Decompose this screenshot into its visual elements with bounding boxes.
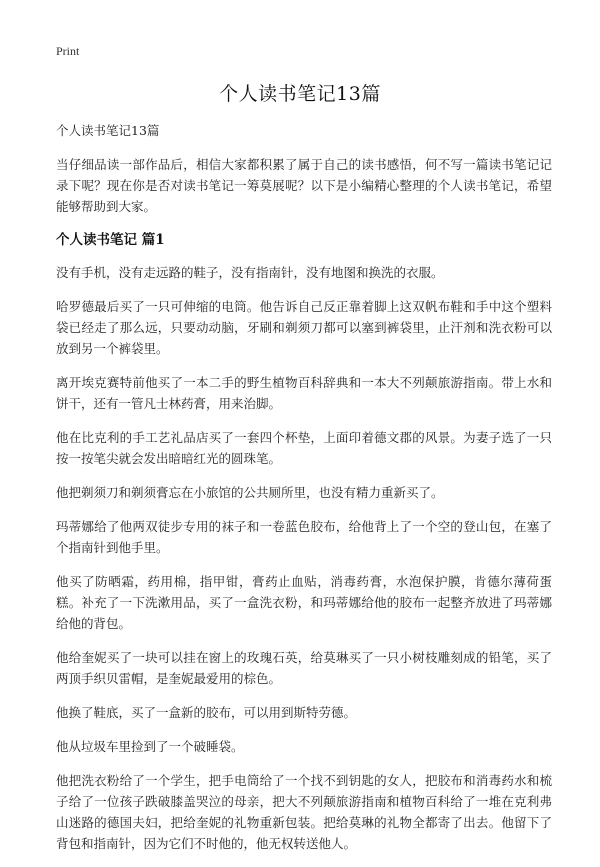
paragraph: 他从垃圾车里捡到了一个破睡袋。 [56, 739, 244, 754]
article-body [56, 120, 552, 867]
paragraph: 离开埃克赛特前他买了一本二手的野生植物百科辞典和一本大不列颠旅游指南。带上水和饼干，还有一管凡士林药膏，用来治脚。 [56, 375, 552, 411]
intro-paragraph: 当仔细品读一部作品后，相信大家都积累了属于自己的读书感悟，何不写一篇读书笔记记录下呢？现在你是否对读书笔记一筹莫展呢？以下是小编精心整理的个人读书笔记，希望能够帮助到大家。 [56, 157, 552, 214]
section-heading: 个人读书笔记 篇1 [56, 232, 165, 248]
paragraph: 他换了鞋底，买了一盒新的胶布，可以用到斯特劳德。 [56, 705, 357, 720]
paragraph: 他把洗衣粉给了一个学生，把手电筒给了一个找不到钥匙的女人，把胶布和消毒药水和梳子给了一位孩子跌破膝盖哭泣的母亲，把大不列颠旅游指南和植物百科给了一堆在克利弗山迷路的德国夫妇，把给奎妮的礼物重新包装。把给莫琳的礼物全都寄了出去。他留下了背包和指南针，因为它们不时他的，他无权转送他人。 [56, 773, 552, 851]
page-title: 个人读书笔记13篇 [219, 83, 381, 105]
paragraph: 他把剃须刀和剃须膏忘在小旅馆的公共厕所里，也没有精力重新买了。 [56, 485, 444, 500]
print-link[interactable]: Print [56, 44, 80, 58]
article-subtitle: 个人读书笔记13篇 [56, 123, 160, 138]
paragraph: 他给奎妮买了一块可以挂在窗上的玫瑰石英，给莫琳买了一只小树枝雕刻成的铅笔，买了两顶手织贝雷帽，是奎妮最爱用的棕色。 [56, 650, 552, 686]
paragraph: 他在比克利的手工艺礼品店买了一套四个杯垫，上面印着德文郡的风景。为妻子选了一只按一按笔尖就会发出暗暗红光的圆珠笔。 [56, 430, 552, 466]
paragraph: 玛蒂娜给了他两双徒步专用的袜子和一卷蓝色胶布，给他背上了一个空的登山包，在塞了个指南针到他手里。 [56, 519, 552, 555]
paragraph: 没有手机，没有走远路的鞋子，没有指南针，没有地图和换洗的衣服。 [56, 265, 444, 280]
paragraph: 哈罗德最后买了一只可伸缩的电筒。他告诉自己反正靠着脚上这双帆布鞋和手中这个塑料袋已经走了那么远，只要动动脑，牙刷和剃须刀都可以塞到裤袋里，止汗剂和洗衣粉可以放到另一个裤袋里。 [56, 299, 552, 356]
paragraph: 他买了防晒霜，药用棉，指甲钳，膏药止血贴，消毒药膏，水泡保护膜，肯德尔薄荷蛋糕。补充了一下洗漱用品，买了一盒洗衣粉，和玛蒂娜给他的胶布一起整齐放进了玛蒂娜给他的背包。 [56, 574, 552, 631]
